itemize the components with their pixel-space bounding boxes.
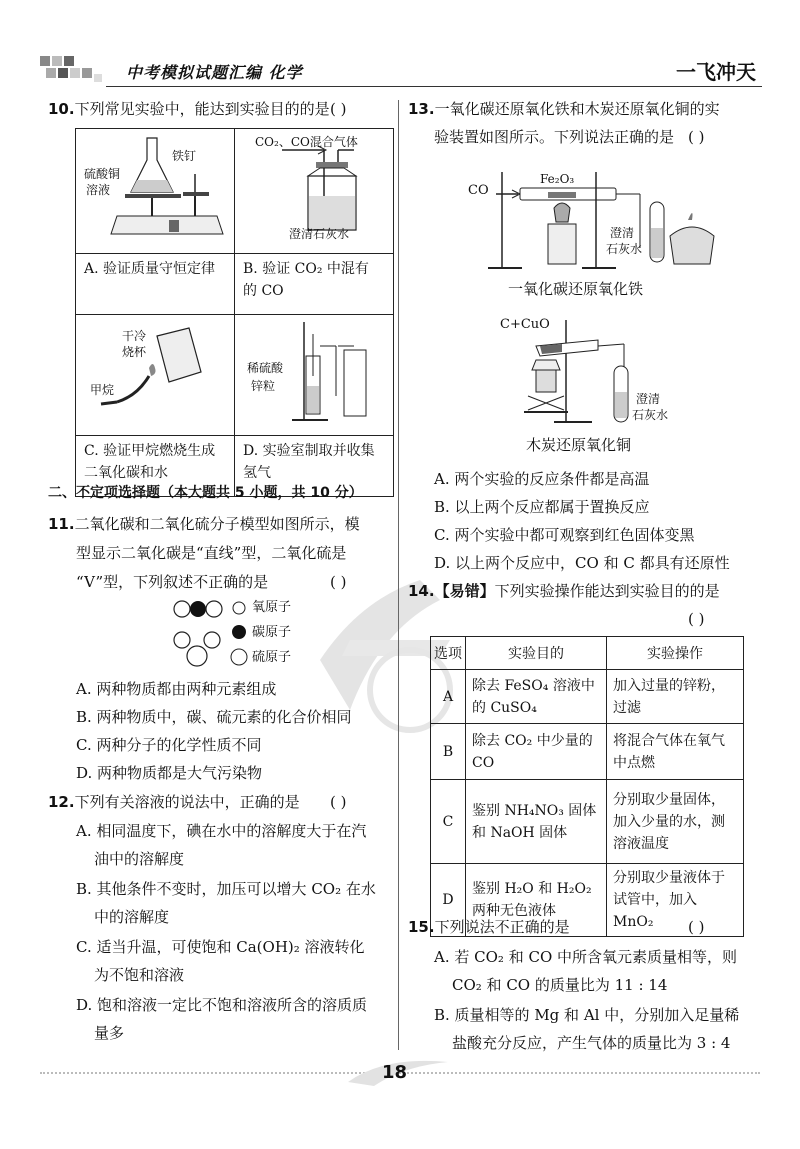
section-2-heading: 二、不定项选择题（本大题共 5 小题，共 10 分） bbox=[48, 485, 363, 501]
q12-bracket: ( ) bbox=[330, 793, 347, 811]
q15-option-a-2: CO₂ 和 CO 的质量比为 11 : 14 bbox=[452, 976, 668, 994]
q11-line1: 11.二氧化碳和二氧化硫分子模型如图所示，模 bbox=[48, 515, 360, 533]
label-zinc: 锌粒 bbox=[251, 379, 276, 393]
q13-option-d: D. 以上两个反应中，CO 和 C 都具有还原性 bbox=[434, 554, 730, 572]
q10-bracket: ( ) bbox=[330, 100, 347, 118]
q14-bracket: ( ) bbox=[688, 610, 705, 628]
q10-table bbox=[75, 128, 394, 497]
q12-option-d-1: D. 饱和溶液一定比不饱和溶液所含的溶质质 bbox=[76, 996, 368, 1014]
fig2-caption: 木炭还原氧化铜 bbox=[526, 436, 632, 454]
q15-option-a-1: A. 若 CO₂ 和 CO 中所含氧元素质量相等，则 bbox=[434, 948, 738, 966]
q10-figure-b bbox=[235, 129, 394, 254]
label-copper-sulfate: 硫酸铜 bbox=[84, 167, 121, 181]
header-logo: 一飞冲天 bbox=[676, 60, 756, 84]
label-limewater-2b: 石灰水 bbox=[632, 408, 669, 422]
co-reduction-apparatus bbox=[462, 164, 722, 276]
q10-figure-c bbox=[76, 315, 235, 436]
q11-bracket: ( ) bbox=[330, 573, 347, 591]
q10-caption-d: D. 实验室制取并收集 氢气 bbox=[235, 436, 394, 497]
q13-bracket: ( ) bbox=[688, 128, 705, 146]
label-dilute-acid: 稀硫酸 bbox=[247, 361, 284, 375]
q13-number: 13. bbox=[408, 100, 435, 118]
q10-number: 10. bbox=[48, 100, 75, 118]
q11-number: 11. bbox=[48, 515, 75, 533]
q10-caption-b: B. 验证 CO₂ 中混有 的 CO bbox=[235, 254, 394, 315]
q14-header-option: 选项 bbox=[431, 637, 466, 670]
q14-number: 14. bbox=[408, 582, 435, 600]
q10-stem bbox=[48, 96, 330, 123]
column-divider bbox=[398, 100, 399, 1050]
q14-tag: 【易错】 bbox=[434, 582, 495, 600]
q11-line2: 型显示二氧化碳是“直线”型，二氧化硫是 bbox=[76, 544, 347, 562]
q11-option-a: A. 两种物质都由两种元素组成 bbox=[76, 680, 277, 698]
q14-header-operation: 实验操作 bbox=[607, 637, 744, 670]
q14-table bbox=[430, 636, 744, 937]
q11-option-c: C. 两种分子的化学性质不同 bbox=[76, 736, 262, 754]
q13-line1: 13.一氧化碳还原氧化铁和木炭还原氧化铜的实 bbox=[408, 100, 720, 118]
label-mixed-gas: CO₂、CO混合气体 bbox=[255, 135, 358, 149]
label-limewater-2a: 澄清 bbox=[636, 392, 661, 406]
q10-caption-c: C. 验证甲烷燃烧生成 二氧化碳和水 bbox=[76, 436, 235, 497]
q10-figure-a bbox=[76, 129, 235, 254]
label-methane: 甲烷 bbox=[90, 383, 115, 397]
q10-figure-d bbox=[235, 315, 394, 436]
q15-option-b-2: 盐酸充分反应，产生气体的质量比为 3 : 4 bbox=[452, 1034, 731, 1052]
q12-option-d-2: 量多 bbox=[94, 1024, 125, 1042]
label-c-cuo: C+CuO bbox=[500, 317, 550, 332]
page-header bbox=[38, 50, 762, 92]
q11-line3: “V”型，下列叙述不正确的是 bbox=[76, 573, 269, 591]
q12-option-c-2: 为不饱和溶液 bbox=[94, 966, 185, 984]
q12-option-c-1: C. 适当升温，可使饱和 Ca(OH)₂ 溶液转化 bbox=[76, 938, 365, 956]
header-rule bbox=[106, 86, 762, 87]
q13-line2: 验装置如图所示。下列说法正确的是 bbox=[434, 128, 675, 146]
q13-option-b: B. 以上两个反应都属于置换反应 bbox=[434, 498, 650, 516]
q14-header-goal: 实验目的 bbox=[466, 637, 607, 670]
table-row: D 鉴别 H₂O 和 H₂O₂ 两种无色液体 分别取少量液体于试管中，加入 MnO₂ bbox=[431, 864, 744, 937]
q12-stem: 12.下列有关溶液的说法中，正确的是 bbox=[48, 793, 300, 811]
table-row: B 除去 CO₂ 中少量的 CO 将混合气体在氧气中点燃 bbox=[431, 724, 744, 780]
label-limewater-1a: 澄清 bbox=[610, 226, 635, 240]
q15-stem: 15.下列说法不正确的是 bbox=[408, 918, 570, 936]
label-limewater-1b: 石灰水 bbox=[606, 242, 643, 256]
q15-bracket: ( ) bbox=[688, 918, 705, 936]
q11-option-d: D. 两种物质都是大气污染物 bbox=[76, 764, 263, 782]
legend-carbon: 碳原子 bbox=[252, 625, 292, 640]
table-row: A 除去 FeSO₄ 溶液中的 CuSO₄ 加入过量的锌粉，过滤 bbox=[431, 670, 744, 724]
q11-option-b: B. 两种物质中，碳、硫元素的化合价相同 bbox=[76, 708, 352, 726]
q14-stem: 14.【易错】下列实验操作能达到实验目的的是 bbox=[408, 582, 720, 600]
atom-legend-icons bbox=[230, 600, 250, 666]
label-iron-nail: 铁钉 bbox=[172, 149, 197, 163]
methane-burning-diagram bbox=[77, 316, 233, 430]
header-title: 中考模拟试题汇编 化学 bbox=[126, 63, 303, 82]
q12-option-b-1: B. 其他条件不变时，加压可以增大 CO₂ 在水 bbox=[76, 880, 376, 898]
table-row: C 鉴别 NH₄NO₃ 固体和 NaOH 固体 分别取少量固体，加入少量的水，测溶液温度 bbox=[431, 780, 744, 864]
q10-text: 下列常见实验中，能达到实验目的的是 bbox=[74, 100, 330, 118]
label-solution: 溶液 bbox=[86, 183, 111, 197]
label-dry-cold: 干冷 bbox=[122, 329, 147, 343]
q12-number: 12. bbox=[48, 793, 75, 811]
q15-option-b-1: B. 质量相等的 Mg 和 Al 中，分别加入足量稀 bbox=[434, 1006, 740, 1024]
legend-sulfur: 硫原子 bbox=[252, 650, 292, 665]
q10-caption-a: A. 验证质量守恒定律 bbox=[76, 254, 235, 315]
label-fe2o3: Fe₂O₃ bbox=[540, 172, 575, 186]
legend-oxygen: 氧原子 bbox=[252, 600, 292, 615]
q12-option-a-1: A. 相同温度下，碘在水中的溶解度大于在汽 bbox=[76, 822, 367, 840]
label-limewater-b: 澄清石灰水 bbox=[289, 227, 350, 241]
q15-number: 15. bbox=[408, 918, 435, 936]
label-beaker: 烧杯 bbox=[122, 345, 147, 359]
fig1-caption: 一氧化碳还原氧化铁 bbox=[508, 280, 644, 298]
q13-option-c: C. 两个实验中都可观察到红色固体变黑 bbox=[434, 526, 695, 544]
q12-option-a-2: 油中的溶解度 bbox=[94, 850, 185, 868]
header-pattern-icon bbox=[38, 52, 122, 88]
label-co: CO bbox=[468, 183, 489, 198]
q13-option-a: A. 两个实验的反应条件都是高温 bbox=[434, 470, 650, 488]
page-number: 18 bbox=[382, 1062, 408, 1083]
q12-option-b-2: 中的溶解度 bbox=[94, 908, 170, 926]
